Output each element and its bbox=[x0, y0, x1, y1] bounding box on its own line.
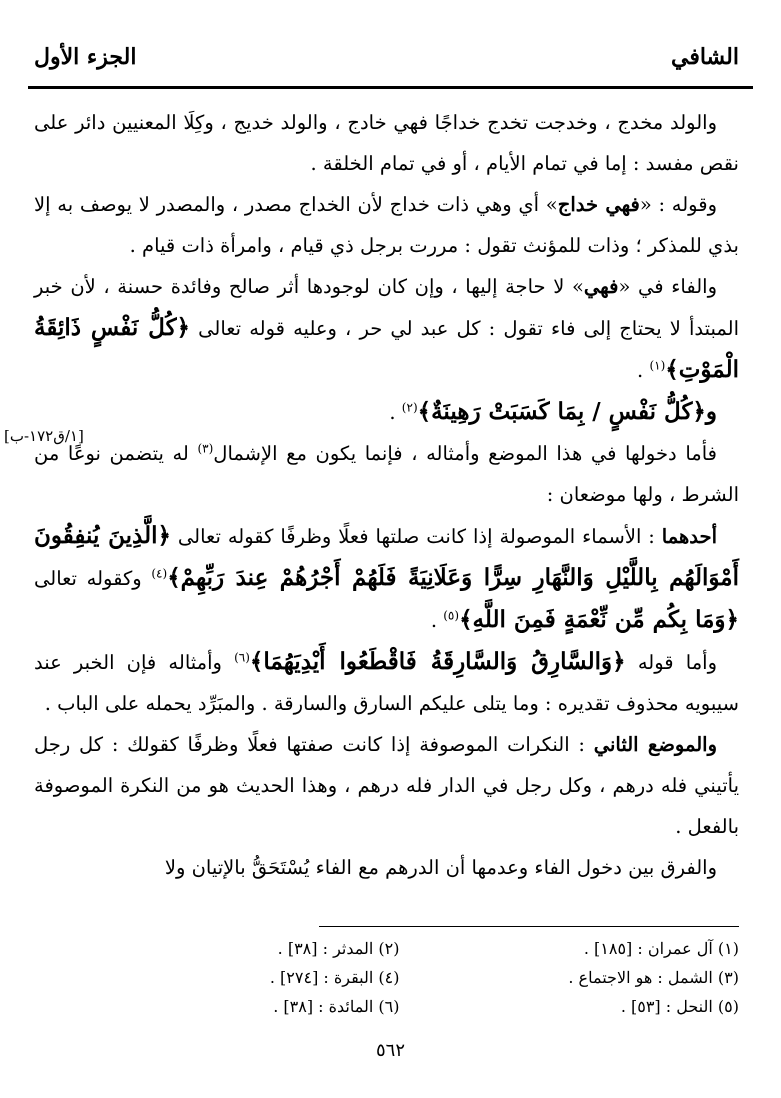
paragraph-5 bbox=[34, 433, 739, 515]
quran-verse: ﴿الَّذِينَ يُنفِقُونَ أَمْوَالَهُم بِاللَّيْلِ وَالنَّهَارِ سِرًّا وَعَلَانِيَةً فَلَهُمْ أَجْرُهُمْ عِندَ رَبِّهِمْ﴾ bbox=[34, 522, 739, 591]
paragraph-4 bbox=[34, 391, 739, 433]
footnote-ref: (٤) bbox=[151, 566, 168, 581]
section-heading: أحدهما bbox=[661, 525, 718, 548]
text-line: وامرأة ذات قيام . bbox=[129, 234, 272, 257]
quran-verse: ﴿كُلُّ نَفْسٍ / بِمَا كَسَبَتْ رَهِينَةٌ﴾ bbox=[417, 398, 706, 425]
text-fragment: و bbox=[705, 398, 717, 425]
text-fragment: » أي وهي ذات خداج لأن الخداج مصدر ، والمصدر لا bbox=[138, 193, 558, 216]
text-line: كل رجل يأتيني فله درهم ، وكل رجل في الدار فله درهم ، وهذا الحديث هو bbox=[34, 733, 739, 797]
text-fragment: والفاء في « bbox=[618, 275, 717, 298]
section-heading: والموضع الثاني bbox=[593, 733, 717, 756]
header-book-title: الشافي bbox=[671, 44, 739, 70]
main-text bbox=[34, 102, 739, 888]
text-line: المعنيين دائر على نقص مفسد : إما في تمام الأيام ، أو في تمام الخلقة . bbox=[34, 111, 739, 175]
quoted-term: فهي خداج bbox=[557, 193, 640, 216]
quran-verse: ﴿وَالسَّارِقُ وَالسَّارِقَةُ فَاقْطَعُوا أَيْدِيَهُمَا﴾ bbox=[249, 648, 626, 675]
footnote-ref: (٣) bbox=[197, 441, 214, 456]
footnotes bbox=[60, 934, 739, 1021]
paragraph-3 bbox=[34, 266, 739, 391]
text-fragment: » لا حاجة إليها ، وإن كان لوجودها أثر صالح وفائدة حسنة ، bbox=[103, 275, 584, 298]
text-fragment: : الأسماء الموصولة إذا كانت صلتها فعلًا وظرفًا كقوله تعالى bbox=[177, 525, 662, 548]
footnote-row bbox=[60, 934, 739, 963]
text-fragment: وأما قوله bbox=[625, 651, 717, 674]
text-fragment: وأمثاله فإن الخبر عند bbox=[34, 651, 235, 674]
quoted-term: فهي bbox=[583, 275, 619, 298]
footnote-divider bbox=[319, 926, 739, 927]
text-line: والفرق بين دخول الفاء وعدمها أن الدرهم مع الفاء يُسْتَحَقُّ بالإتيان ولا bbox=[164, 856, 717, 879]
footnote: (٢) المدثر : [٣٨] . bbox=[277, 939, 400, 958]
footnote-ref: (٦) bbox=[234, 650, 250, 665]
footnote: (٥) النحل : [٥٣] . bbox=[620, 997, 739, 1016]
paragraph-7 bbox=[34, 641, 739, 724]
footnote-row bbox=[60, 992, 739, 1021]
paragraph-1 bbox=[34, 102, 739, 184]
text-fragment: . bbox=[430, 609, 444, 632]
paragraph-6 bbox=[34, 515, 739, 641]
quran-verse: ﴿كُلُّ نَفْسٍ ذَائِقَةُ الْمَوْتِ﴾ bbox=[34, 314, 739, 383]
paragraph-9 bbox=[34, 847, 739, 888]
footnote: (١) آل عمران : [١٨٥] . bbox=[583, 939, 739, 958]
text-line: والولد مخدج ، وخدجت تخدج خداجًا فهي خادج ، والولد خديج ، وكِلَا bbox=[183, 111, 717, 134]
manuscript-margin-reference: [١/ق١٧٢-ب] bbox=[4, 427, 84, 445]
footnote: (٣) الشمل : هو الاجتماع . bbox=[568, 968, 739, 987]
footnote-ref: (٢) bbox=[401, 400, 418, 415]
footnote-ref: (٥) bbox=[443, 608, 460, 623]
text-fragment: : النكرات الموصوفة إذا كانت صفتها فعلًا وظرفًا كقولك : bbox=[111, 733, 594, 756]
text-line: لأن خبر المبتدأ لا يحتاج إلى فاء تقول : كل عبد لي حر ، وعليه قوله تعالى bbox=[34, 275, 740, 340]
page-number: ٥٦٢ bbox=[375, 1040, 405, 1061]
text-fragment: وكقوله تعالى bbox=[34, 567, 152, 590]
text-line: نوعًا من الشرط ، ولها موضعان : bbox=[34, 442, 739, 506]
footnote-ref: (١) bbox=[649, 358, 666, 373]
text-fragment: وقوله : « bbox=[639, 193, 717, 216]
text-line: سيبويه محذوف تقديره : وما يتلى عليكم السارق والسارقة . والمبَرِّد يحمله على bbox=[104, 692, 739, 715]
footnote: (٦) المائدة : [٣٨] . bbox=[273, 997, 400, 1016]
header-part-label: الجزء الأول bbox=[34, 44, 137, 70]
footnote: (٤) البقرة : [٢٧٤] . bbox=[269, 968, 400, 987]
paragraph-2 bbox=[34, 184, 739, 266]
header-divider bbox=[28, 86, 753, 89]
text-line: يوصف به إلا بذي للمذكر ؛ وذات للمؤنث تقول : مررت برجل ذي قيام ، bbox=[34, 193, 739, 257]
text-line: من النكرة الموصوفة بالفعل . bbox=[34, 774, 739, 838]
text-line: الباب . bbox=[44, 692, 99, 715]
text-fragment: فأما دخولها في هذا الموضع وأمثاله ، فإنما يكون مع الإشمال bbox=[213, 442, 717, 465]
quran-verse: ﴿وَمَا بِكُم مِّن نِّعْمَةٍ فَمِنَ اللَّهِ﴾ bbox=[459, 606, 739, 633]
paragraph-8 bbox=[34, 724, 739, 847]
text-fragment: . bbox=[637, 359, 650, 382]
text-fragment: له يتضمن bbox=[109, 442, 198, 465]
footnote-row bbox=[60, 963, 739, 992]
text-fragment: . bbox=[389, 401, 402, 424]
